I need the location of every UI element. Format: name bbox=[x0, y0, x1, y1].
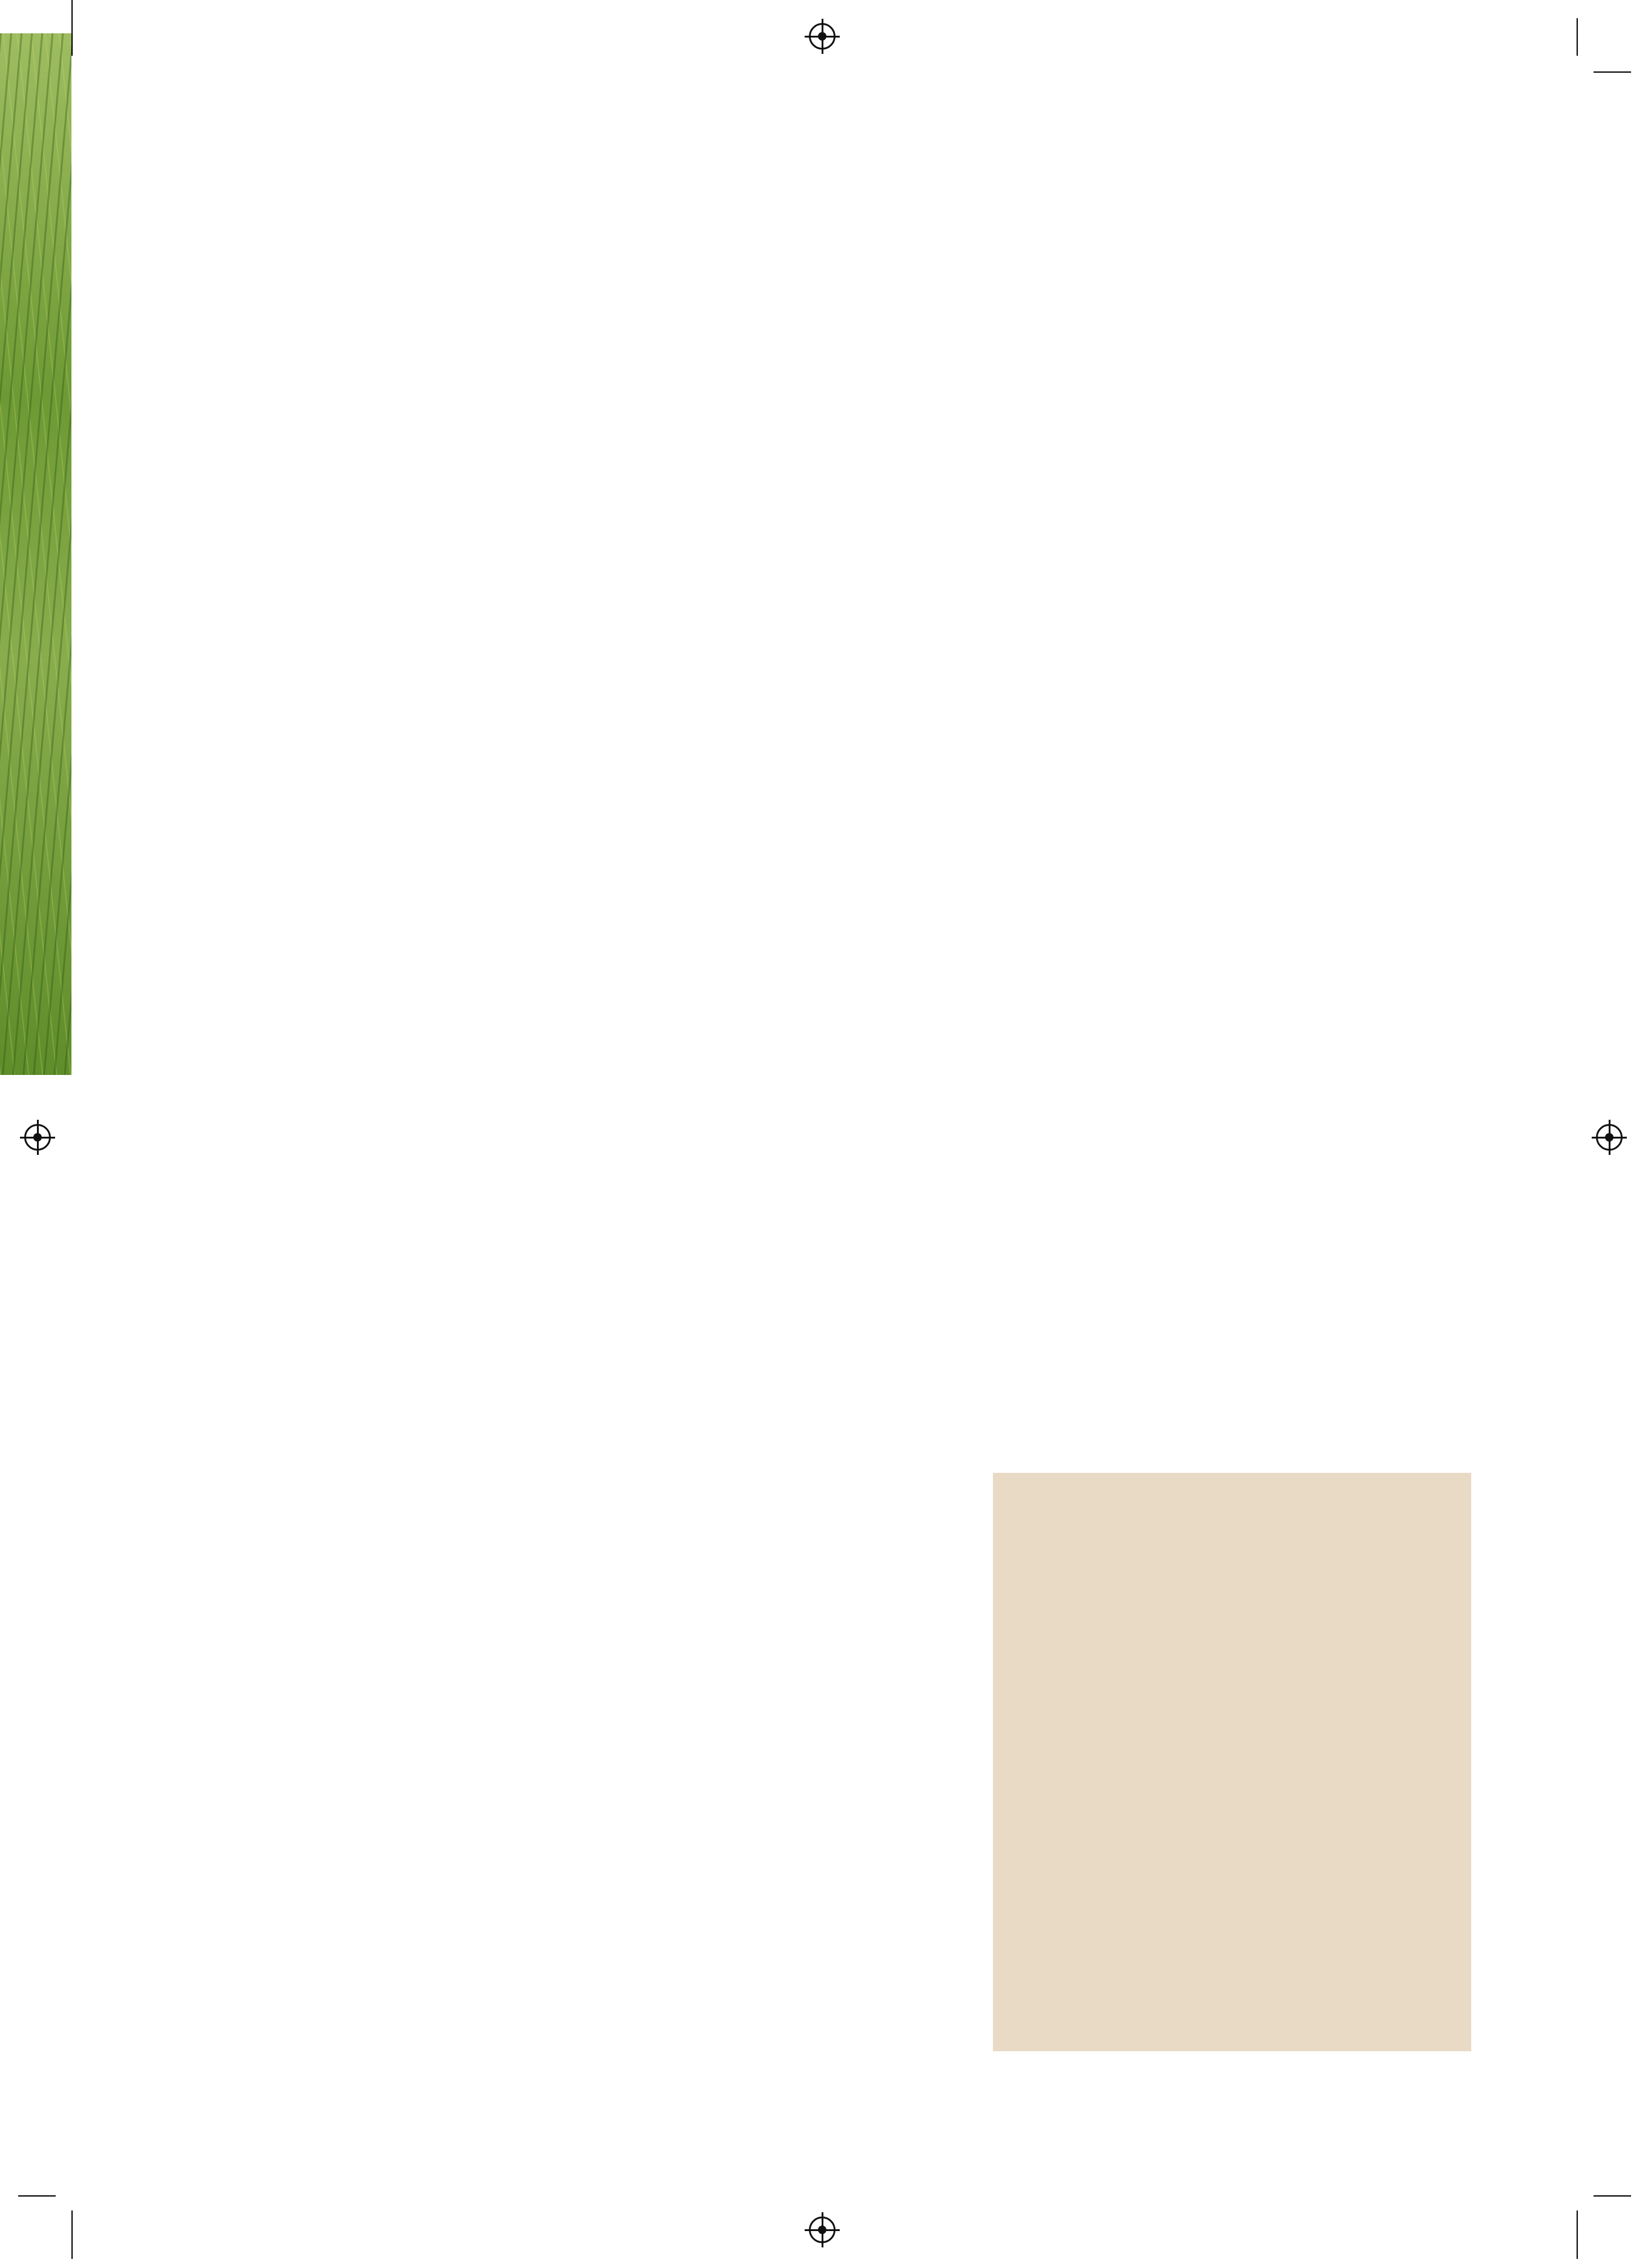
article-column-left bbox=[186, 1472, 518, 1639]
registration-mark-icon bbox=[1596, 1124, 1623, 1151]
paragraph-butterfly bbox=[544, 1499, 875, 1527]
registration-mark-icon bbox=[809, 2217, 836, 2243]
registration-mark-icon bbox=[809, 23, 836, 50]
paragraph-pince bbox=[186, 1583, 518, 1611]
paragraph-cat-cow bbox=[186, 1472, 518, 1499]
crop-mark bbox=[1594, 71, 1631, 73]
article-column-middle bbox=[544, 1472, 875, 1611]
paragraph-knee-circles bbox=[186, 1527, 518, 1555]
crop-mark bbox=[1577, 18, 1578, 56]
registration-mark-icon bbox=[24, 1124, 51, 1151]
bleed-grass-image bbox=[0, 33, 71, 1075]
crop-mark bbox=[18, 2195, 56, 2197]
paragraph-child-pose bbox=[544, 1555, 875, 1583]
profile-sidebar bbox=[993, 1473, 1471, 2051]
crop-mark bbox=[1594, 2195, 1631, 2197]
crop-mark bbox=[71, 2210, 73, 2259]
crop-mark bbox=[1577, 2210, 1578, 2259]
sidebar-title bbox=[1015, 1491, 1451, 1536]
crop-mark bbox=[71, 0, 73, 56]
